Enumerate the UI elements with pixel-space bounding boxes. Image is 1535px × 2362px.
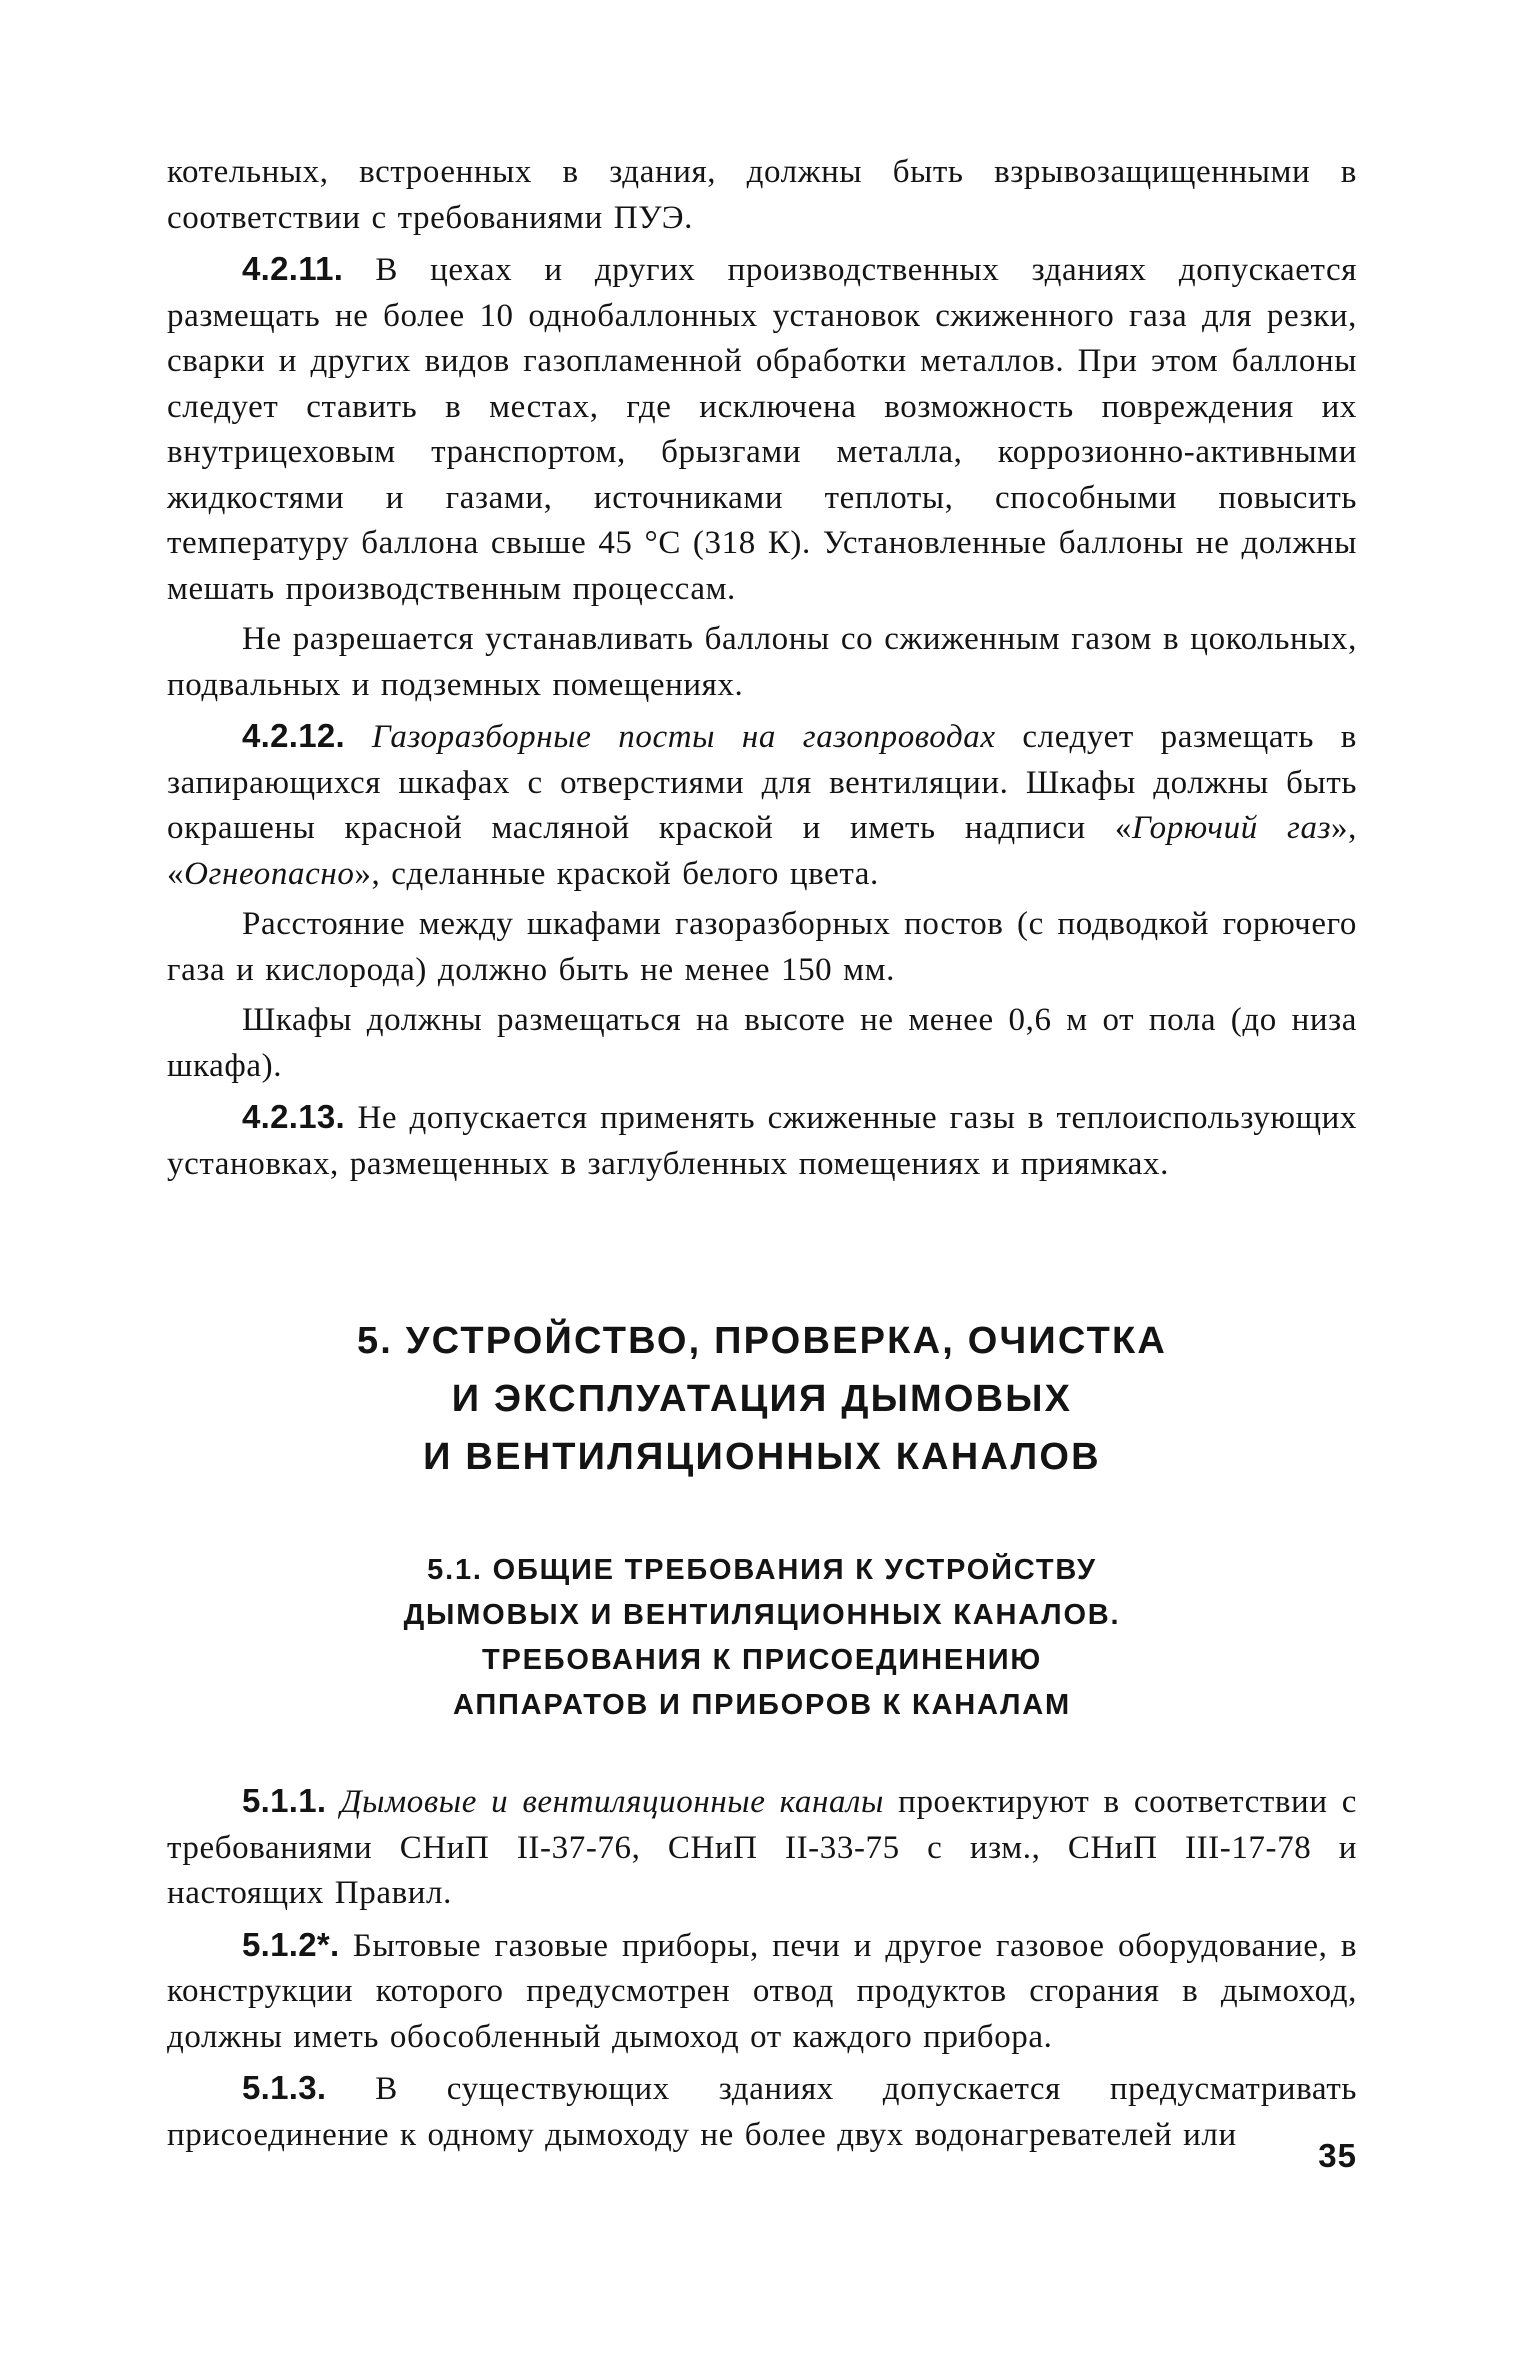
paragraph-cabinet-distance <box>167 902 1357 993</box>
paragraph-text: котельных, встроенных в здания, должны быть взрывозащищенными в соответствии с требованиями ПУЭ. <box>167 154 1357 236</box>
subsection-heading-5-1 <box>167 1548 1357 1728</box>
italic-inscription: Горючий газ <box>1132 810 1332 846</box>
paragraph-text: Бытовые газовые приборы, печи и другое газовое оборудование, в конструкции которого предусмотрен отвод продуктов сгорания в дымоход, должны иметь обособленный дымоход от каждого прибора. <box>167 1927 1357 2055</box>
clause-number: 4.2.13. <box>242 1098 346 1135</box>
italic-inscription: Огнеопасно <box>184 855 355 892</box>
heading-line: ДЫМОВЫХ И ВЕНТИЛЯЦИОННЫХ КАНАЛОВ. <box>403 1599 1121 1631</box>
clause-number: 5.1.1. <box>242 1782 327 1819</box>
clause-number: 5.1.3. <box>242 2069 327 2106</box>
page-number: 35 <box>1318 2137 1357 2174</box>
document-page <box>167 150 1357 2158</box>
paragraph-cabinet-height <box>167 998 1357 1089</box>
paragraph-5-1-1 <box>167 1778 1357 1917</box>
clause-number: 4.2.12. <box>242 717 346 754</box>
paragraph-text: Расстояние между шкафами газоразборных постов (с подводкой горючего газа и кислорода) должно быть не менее 150 мм. <box>167 906 1357 988</box>
paragraph-text: В цехах и других производственных зданиях допускается размещать не более 10 однобаллонных установок сжиженного газа для резки, сварки и других видов газопламенной обработки металлов. При этом баллоны следует ставить в местах, где исключена возможность повреждения их внутрицеховым транспортом, брызгами металла, коррозионно-активными жидкостями и газами, источниками теплоты, способными повысить температуру баллона свыше 45 °С (318 К). Установленные баллоны не должны мешать производственным процессам. <box>167 252 1357 607</box>
paragraph-text: Не разрешается устанавливать баллоны со сжиженным газом в цокольных, подвальных и подземных помещениях. <box>167 621 1357 703</box>
heading-line: ТРЕБОВАНИЯ К ПРИСОЕДИНЕНИЮ <box>481 1644 1043 1676</box>
heading-line: 5.1. ОБЩИЕ ТРЕБОВАНИЯ К УСТРОЙСТВУ <box>427 1554 1097 1586</box>
paragraph-continuation <box>167 150 1357 241</box>
paragraph-text: следует размещать в запирающихся шкафах с отверстиями для вентиляции. Шкафы должны быть окрашены красной масляной краской и иметь надписи « <box>167 719 1357 846</box>
paragraph-text: проектируют в соответствии с требованиями СНиП II-37-76, СНиП II-33-75 с изм., СНиП III-17-78 и настоящих Правил. <box>167 1784 1358 1911</box>
paragraph-4-2-11 <box>167 246 1357 612</box>
paragraph-text: », « <box>167 810 1357 892</box>
paragraph-text: Не допускается применять сжиженные газы в теплоиспользующих установках, размещенных в заглубленных помещениях и приямках. <box>167 1100 1357 1182</box>
paragraph-text: », сделанные краской белого цвета. <box>354 855 879 892</box>
heading-line: И ЭКСПЛУАТАЦИЯ ДЫМОВЫХ <box>451 1378 1073 1420</box>
clause-number: 4.2.11. <box>242 250 344 287</box>
section-heading-5 <box>167 1312 1357 1486</box>
paragraph-4-2-12 <box>167 713 1357 897</box>
paragraph-4-2-13 <box>167 1094 1357 1187</box>
heading-line: 5. УСТРОЙСТВО, ПРОВЕРКА, ОЧИСТКА <box>356 1320 1168 1362</box>
heading-line: АППАРАТОВ И ПРИБОРОВ К КАНАЛАМ <box>453 1689 1071 1721</box>
paragraph-5-1-2 <box>167 1922 1357 2061</box>
paragraph-basement-prohibition <box>167 617 1357 708</box>
italic-term: Дымовые и вентиляционные каналы <box>326 1784 884 1820</box>
heading-line: И ВЕНТИЛЯЦИОННЫХ КАНАЛОВ <box>423 1436 1101 1478</box>
italic-term: Газоразборные посты на газопроводах <box>345 719 996 755</box>
paragraph-text: Шкафы должны размещаться на высоте не менее 0,6 м от пола (до низа шкафа). <box>167 1002 1357 1084</box>
paragraph-5-1-3 <box>167 2065 1357 2158</box>
paragraph-text: В существующих зданиях допускается предусматривать присоединение к одному дымоходу не более двух водонагревателей или <box>167 2071 1357 2153</box>
clause-number: 5.1.2*. <box>242 1925 340 1963</box>
